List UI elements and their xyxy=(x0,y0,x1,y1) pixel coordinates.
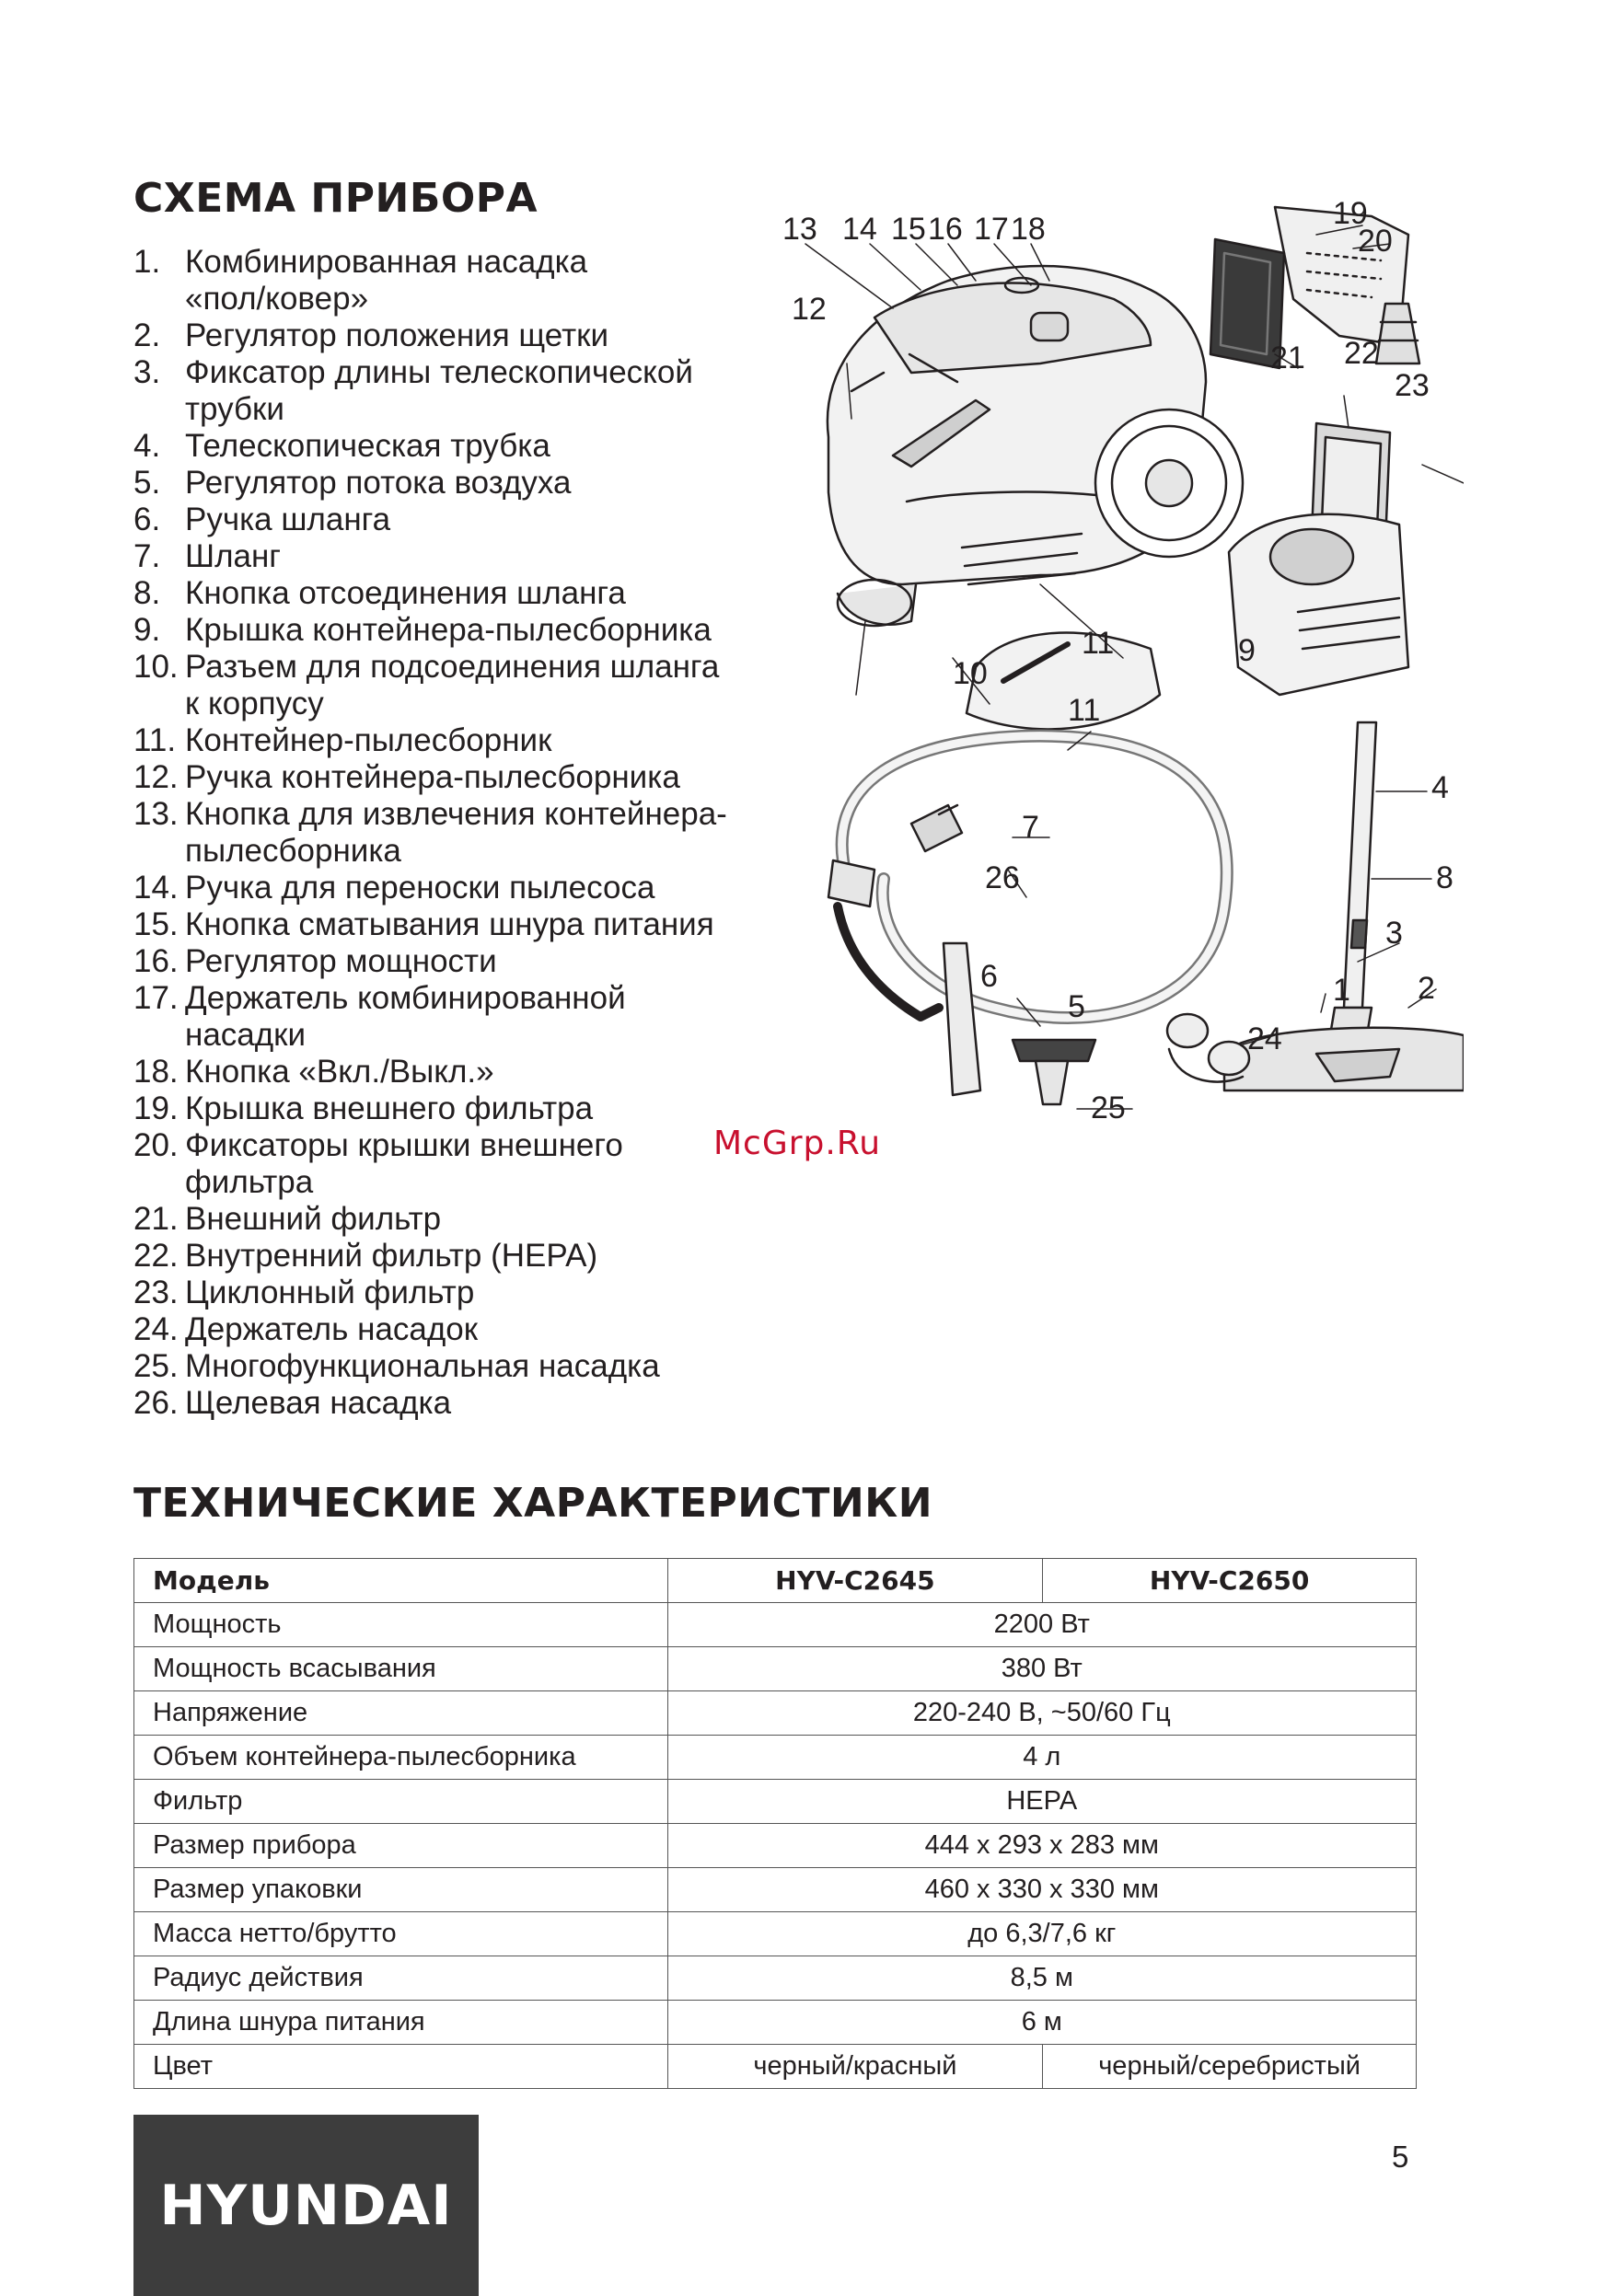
list-item xyxy=(133,1127,778,1201)
callout-label: 9 xyxy=(1238,633,1256,668)
item-text: Держатель насадок xyxy=(185,1311,479,1347)
list-item xyxy=(133,465,778,502)
item-text: трубки xyxy=(185,391,284,427)
callout-label: 17 xyxy=(974,212,1009,247)
spec-value: 444 x 293 x 283 мм xyxy=(667,1824,1416,1868)
item-text: Кнопка для извлечения контейнера- xyxy=(185,796,727,832)
specs-header-row xyxy=(134,1559,1417,1603)
spec-value: 220-240 В, ~50/60 Гц xyxy=(667,1691,1416,1736)
item-number: 10. xyxy=(133,649,179,685)
item-text: Регулятор положения щетки xyxy=(185,317,609,353)
table-row xyxy=(134,1603,1417,1647)
list-item xyxy=(133,980,778,1054)
list-item xyxy=(133,244,778,317)
list-item xyxy=(133,1090,778,1127)
spec-label: Радиус действия xyxy=(134,1956,668,2001)
item-number: 14. xyxy=(133,870,179,906)
item-text: Щелевая насадка xyxy=(185,1385,452,1421)
item-text: Кнопка отсоединения шланга xyxy=(185,575,626,611)
spec-label: Размер упаковки xyxy=(134,1868,668,1912)
scheme-title: СХЕМА ПРИБОРА xyxy=(133,175,538,222)
parts-list xyxy=(133,244,778,1422)
list-item xyxy=(133,1054,778,1090)
item-number: 19. xyxy=(133,1090,179,1126)
item-number: 26. xyxy=(133,1385,179,1421)
item-text: Многофункциональная насадка xyxy=(185,1348,660,1384)
list-item xyxy=(133,722,778,759)
item-number: 15. xyxy=(133,906,179,942)
item-number: 11. xyxy=(133,722,177,758)
item-number: 1. xyxy=(133,244,161,280)
item-text: к корпусу xyxy=(185,686,324,721)
item-text: Держатель комбинированной xyxy=(185,980,626,1016)
spec-value: черный/серебристый xyxy=(1043,2045,1417,2089)
specs-table xyxy=(133,1558,1417,2089)
item-text: Крышка контейнера-пылесборника xyxy=(185,612,712,648)
model-label: Модель xyxy=(134,1559,668,1603)
list-item xyxy=(133,1311,778,1348)
spec-label: Мощность всасывания xyxy=(134,1647,668,1691)
item-number: 20. xyxy=(133,1127,179,1163)
item-number: 3. xyxy=(133,354,161,390)
list-item xyxy=(133,943,778,980)
item-number: 8. xyxy=(133,575,161,611)
callout-label: 5 xyxy=(1068,989,1085,1024)
item-text: Регулятор потока воздуха xyxy=(185,465,572,501)
item-number: 18. xyxy=(133,1054,179,1090)
item-text: Регулятор мощности xyxy=(185,943,497,979)
item-text: Ручка шланга xyxy=(185,502,391,537)
callout-label: 23 xyxy=(1395,368,1430,403)
item-text: «пол/ковер» xyxy=(185,281,369,317)
item-text: Фиксаторы крышки внешнего xyxy=(185,1127,623,1163)
spec-value: 2200 Вт xyxy=(667,1603,1416,1647)
item-number: 2. xyxy=(133,317,161,353)
item-text: Кнопка «Вкл./Выкл.» xyxy=(185,1054,494,1090)
hose-drawing xyxy=(828,736,1227,1018)
callout-label: 18 xyxy=(1011,212,1046,247)
spec-value: HEPA xyxy=(667,1780,1416,1824)
item-text: фильтра xyxy=(185,1164,314,1200)
item-number: 13. xyxy=(133,796,179,832)
crevice-tool-drawing xyxy=(944,943,980,1095)
list-item xyxy=(133,575,778,612)
callout-label: 13 xyxy=(782,212,817,247)
item-number: 9. xyxy=(133,612,161,648)
page-number: 5 xyxy=(1392,2140,1409,2174)
spec-value: 4 л xyxy=(667,1736,1416,1780)
callout-label: 24 xyxy=(1247,1021,1282,1056)
callout-label: 10 xyxy=(953,656,988,691)
list-item xyxy=(133,538,778,575)
item-text: Внешний фильтр xyxy=(185,1201,442,1237)
table-row xyxy=(134,1647,1417,1691)
item-number: 16. xyxy=(133,943,179,979)
brush-tool-drawing xyxy=(1013,1040,1095,1104)
callout-label: 11 xyxy=(1068,693,1101,728)
callout-label: 3 xyxy=(1385,916,1403,951)
container-lid-drawing xyxy=(967,633,1160,730)
spec-label: Фильтр xyxy=(134,1780,668,1824)
spec-label: Длина шнура питания xyxy=(134,2001,668,2045)
callout-label: 21 xyxy=(1270,340,1305,375)
item-number: 12. xyxy=(133,759,179,795)
spec-value: до 6,3/7,6 кг xyxy=(667,1912,1416,1956)
specs-body xyxy=(134,1603,1417,2089)
table-row xyxy=(134,1824,1417,1868)
list-item xyxy=(133,649,778,722)
list-item xyxy=(133,906,778,943)
item-number: 25. xyxy=(133,1348,179,1384)
brand-name: HYUNDAI xyxy=(159,2173,453,2238)
table-row xyxy=(134,2045,1417,2089)
callout-label: 4 xyxy=(1431,770,1449,805)
watermark: McGrp.Ru xyxy=(713,1125,882,1162)
vacuum-cleaner-diagram xyxy=(764,179,1464,1210)
item-text: Комбинированная насадка xyxy=(185,244,588,280)
callout-label: 19 xyxy=(1333,196,1368,231)
table-row xyxy=(134,1736,1417,1780)
item-number: 22. xyxy=(133,1238,179,1274)
list-item xyxy=(133,1275,778,1311)
vacuum-body-drawing xyxy=(828,266,1243,626)
item-number: 7. xyxy=(133,538,161,574)
item-number: 5. xyxy=(133,465,161,501)
item-text: Кнопка сматывания шнура питания xyxy=(185,906,714,942)
list-item xyxy=(133,1201,778,1238)
spec-value: 8,5 м xyxy=(667,1956,1416,2001)
item-text: пылесборника xyxy=(185,833,401,869)
list-item xyxy=(133,1238,778,1275)
item-number: 21. xyxy=(133,1201,179,1237)
item-text: Телескопическая трубка xyxy=(185,428,550,464)
dust-container-drawing xyxy=(1229,514,1408,695)
item-number: 4. xyxy=(133,428,161,464)
spec-label: Мощность xyxy=(134,1603,668,1647)
item-number: 17. xyxy=(133,980,179,1016)
spec-label: Масса нетто/брутто xyxy=(134,1912,668,1956)
brand-logo xyxy=(133,2115,479,2296)
spec-value: 460 x 330 x 330 мм xyxy=(667,1868,1416,1912)
spec-label: Объем контейнера-пылесборника xyxy=(134,1736,668,1780)
item-text: Ручка для переноски пылесоса xyxy=(185,870,655,906)
spec-value: 6 м xyxy=(667,2001,1416,2045)
callout-label: 20 xyxy=(1358,224,1393,259)
list-item xyxy=(133,502,778,538)
callout-label: 2 xyxy=(1418,971,1435,1006)
callout-label: 15 xyxy=(891,212,926,247)
item-text: Внутренний фильтр (HEPA) xyxy=(185,1238,598,1274)
item-text: Ручка контейнера-пылесборника xyxy=(185,759,680,795)
list-item xyxy=(133,1348,778,1385)
table-row xyxy=(134,1956,1417,2001)
item-number: 6. xyxy=(133,502,161,537)
callout-label: 11 xyxy=(1082,626,1115,661)
item-text: Крышка внешнего фильтра xyxy=(185,1090,594,1126)
list-item xyxy=(133,796,778,870)
spec-label: Напряжение xyxy=(134,1691,668,1736)
item-number: 24. xyxy=(133,1311,179,1347)
table-row xyxy=(134,1912,1417,1956)
list-item xyxy=(133,759,778,796)
callout-label: 25 xyxy=(1091,1090,1126,1125)
model-a: HYV-C2645 xyxy=(667,1559,1043,1603)
spec-label: Размер прибора xyxy=(134,1824,668,1868)
table-row xyxy=(134,1868,1417,1912)
callout-label: 8 xyxy=(1436,860,1453,895)
table-row xyxy=(134,2001,1417,2045)
callout-label: 16 xyxy=(928,212,963,247)
item-number: 23. xyxy=(133,1275,179,1310)
list-item xyxy=(133,428,778,465)
callout-label: 12 xyxy=(792,292,827,327)
list-item xyxy=(133,354,778,428)
list-item xyxy=(133,612,778,649)
list-item xyxy=(133,870,778,906)
spec-value: черный/красный xyxy=(667,2045,1043,2089)
spec-value: 380 Вт xyxy=(667,1647,1416,1691)
item-text: Разъем для подсоединения шланга xyxy=(185,649,720,685)
callout-label: 6 xyxy=(980,959,998,994)
accessory-holder-drawing xyxy=(1167,1014,1249,1082)
callout-label: 7 xyxy=(1022,810,1039,845)
table-row xyxy=(134,1780,1417,1824)
item-text: Циклонный фильтр xyxy=(185,1275,475,1310)
item-text: Фиксатор длины телескопической xyxy=(185,354,693,390)
list-item xyxy=(133,1385,778,1422)
callout-label: 14 xyxy=(842,212,877,247)
callout-label: 26 xyxy=(985,860,1020,895)
model-b: HYV-C2650 xyxy=(1043,1559,1417,1603)
callout-label: 1 xyxy=(1333,973,1350,1008)
item-text: Контейнер-пылесборник xyxy=(185,722,552,758)
list-item xyxy=(133,317,778,354)
item-text: насадки xyxy=(185,1017,307,1053)
table-row xyxy=(134,1691,1417,1736)
specs-title: ТЕХНИЧЕСКИЕ ХАРАКТЕРИСТИКИ xyxy=(133,1480,933,1527)
spec-label: Цвет xyxy=(134,2045,668,2089)
item-text: Шланг xyxy=(185,538,282,574)
callout-label: 22 xyxy=(1344,336,1379,371)
